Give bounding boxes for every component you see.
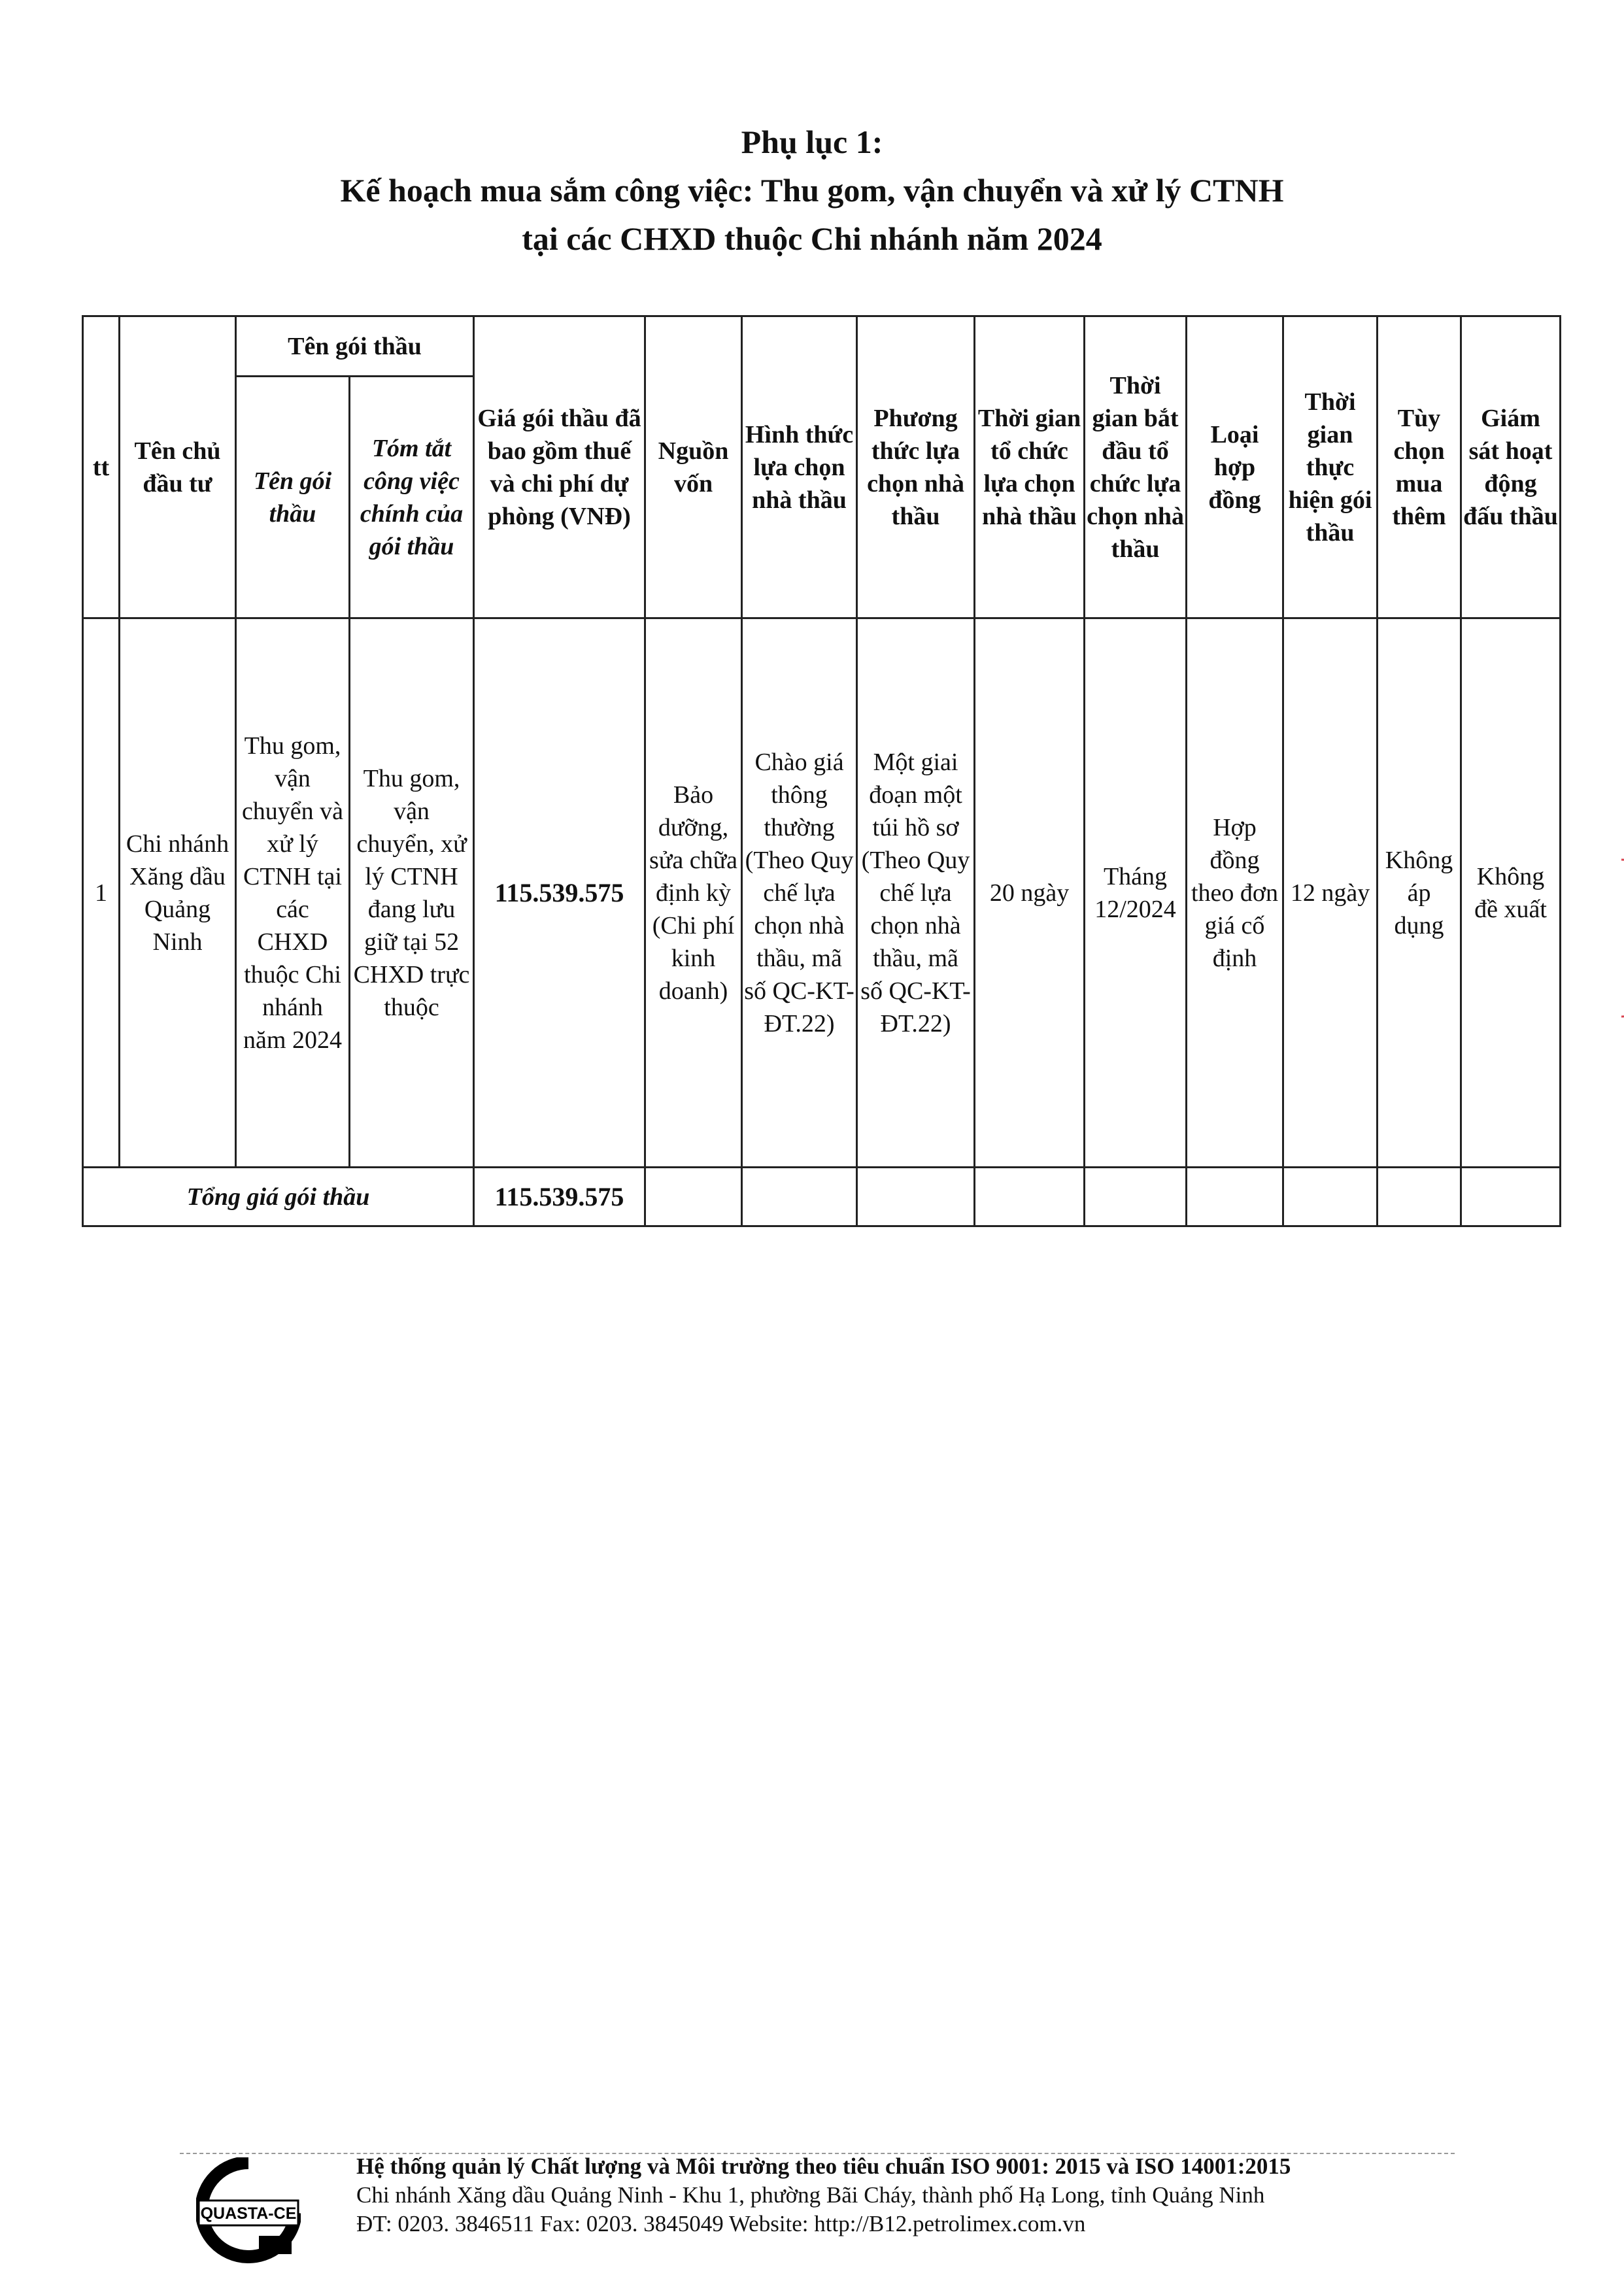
- header-package-name: Tên gói thầu: [236, 377, 350, 618]
- total-label: Tổng giá gói thầu: [83, 1168, 474, 1226]
- header-row: [83, 316, 1561, 377]
- header-option: Tùy chọn mua thêm: [1378, 316, 1461, 618]
- header-supervision: Giám sát hoạt động đấu thầu: [1461, 316, 1561, 618]
- cell-selection-form: Chào giá thông thường (Theo Quy chế lựa chọn nhà thầu, mã số QC-KT-ĐT.22): [742, 618, 857, 1168]
- cell-start-time: Tháng 12/2024: [1085, 618, 1187, 1168]
- cell-selection-method: Một giai đoạn một túi hồ sơ (Theo Quy chế lựa chọn nhà thầu, mã số QC-KT-ĐT.22): [857, 618, 975, 1168]
- cell-selection-time: 20 ngày: [975, 618, 1085, 1168]
- header-start-time: Thời gian bắt đầu tổ chức lựa chọn nhà thầu: [1085, 316, 1187, 618]
- procurement-plan-table: [82, 315, 1561, 1227]
- appendix-label: Phụ lục 1:: [741, 124, 883, 160]
- cell-supervision: Không đề xuất: [1461, 618, 1561, 1168]
- header-summary: Tóm tắt công việc chính của gói thầu: [350, 377, 474, 618]
- footer-quality-system: Hệ thống quản lý Chất lượng và Môi trường theo tiêu chuẩn ISO 9001: 2015 và ISO 14001:2015: [356, 2153, 1291, 2179]
- total-empty-cell: [645, 1168, 742, 1226]
- cell-summary: Thu gom, vận chuyển, xử lý CTNH đang lưu giữ tại 52 CHXD trực thuộc: [350, 618, 474, 1168]
- footer-contact: ĐT: 0203. 3846511 Fax: 0203. 3845049 Website: http://B12.petrolimex.com.vn: [356, 2211, 1086, 2236]
- header-funding: Nguồn vốn: [645, 316, 742, 618]
- plan-subtitle: tại các CHXD thuộc Chi nhánh năm 2024: [522, 220, 1102, 257]
- cell-price: 115.539.575: [474, 618, 645, 1168]
- logo-text: QUASTA-CE: [200, 2204, 297, 2223]
- cell-investor: Chi nhánh Xăng dầu Quảng Ninh: [120, 618, 236, 1168]
- total-empty-cell: [1283, 1168, 1378, 1226]
- cell-duration: 12 ngày: [1283, 618, 1378, 1168]
- cell-tt: 1: [83, 618, 120, 1168]
- header-price: Giá gói thầu đã bao gồm thuế và chi phí dự phòng (VNĐ): [474, 316, 645, 618]
- total-empty-cell: [857, 1168, 975, 1226]
- cell-funding: Bảo dưỡng, sửa chữa định kỳ (Chi phí kinh doanh): [645, 618, 742, 1168]
- header-package-group: Tên gói thầu: [236, 316, 474, 377]
- header-selection-form: Hình thức lựa chọn nhà thầu: [742, 316, 857, 618]
- header-contract-type: Loại hợp đồng: [1187, 316, 1283, 618]
- total-value: 115.539.575: [474, 1168, 645, 1226]
- footer-address: Chi nhánh Xăng dầu Quảng Ninh - Khu 1, phường Bãi Cháy, thành phố Hạ Long, tỉnh Quảng Ninh: [356, 2182, 1265, 2208]
- header-tt: tt: [83, 316, 120, 618]
- total-empty-cell: [1378, 1168, 1461, 1226]
- plan-title: Kế hoạch mua sắm công việc: Thu gom, vận chuyển và xử lý CTNH: [340, 172, 1284, 209]
- header-selection-time: Thời gian tổ chức lựa chọn nhà thầu: [975, 316, 1085, 618]
- footer: [356, 2152, 1291, 2238]
- header-selection-method: Phương thức lựa chọn nhà thầu: [857, 316, 975, 618]
- total-empty-cell: [1461, 1168, 1561, 1226]
- red-seal-stamp: [1523, 830, 1624, 1046]
- total-empty-cell: [975, 1168, 1085, 1226]
- page-title: [0, 118, 1624, 263]
- cell-package-name: Thu gom, vận chuyển và xử lý CTNH tại các CHXD thuộc Chi nhánh năm 2024: [236, 618, 350, 1168]
- header-duration: Thời gian thực hiện gói thầu: [1283, 316, 1378, 618]
- cell-option: Không áp dụng: [1378, 618, 1461, 1168]
- total-row: [83, 1168, 1561, 1226]
- table-row: [83, 618, 1561, 1168]
- total-empty-cell: [1085, 1168, 1187, 1226]
- total-empty-cell: [742, 1168, 857, 1226]
- cell-contract-type: Hợp đồng theo đơn giá cố định: [1187, 618, 1283, 1168]
- header-investor: Tên chủ đầu tư: [120, 316, 236, 618]
- quasta-ce-logo: [196, 2157, 301, 2269]
- total-empty-cell: [1187, 1168, 1283, 1226]
